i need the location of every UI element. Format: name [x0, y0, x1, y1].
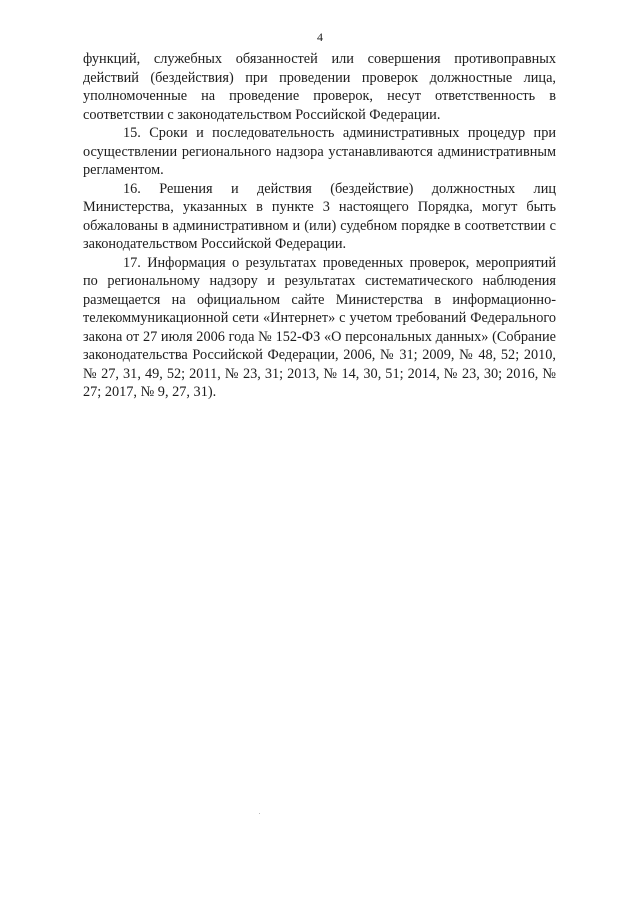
paragraph-16: 16. Решения и действия (бездействие) должностных лиц Министерства, указанных в пункте 3 настоящего Порядка, могут быть обжалованы в административном и (или) судебном порядке в соответствии с законодательством Российской Федерации.	[83, 180, 556, 252]
scan-speck	[259, 813, 260, 814]
paragraph-continuation: функций, служебных обязанностей или совершения противоправных действий (бездействия) при проведении проверок должностные лица, уполномоченные на проведение проверок, несут ответственность в соответствии с законодательством Российской Федерации.	[83, 51, 556, 123]
document-body	[83, 50, 556, 402]
paragraph-17: 17. Информация о результатах проведенных проверок, мероприятий по региональному надзору и результатах систематического наблюдения размещается на официальном сайте Министерства в информационно-телекоммуникационной сети «Интернет» с учетом требований Федерального закона от 27 июля 2006 года № 152-ФЗ «О персональных данных» (Собрание законодательства Российской Федерации, 2006, № 31; 2009, № 48, 52; 2010, № 27, 31, 49, 52; 2011, № 23, 31; 2013, № 14, 30, 51; 2014, № 23, 30; 2016, № 27; 2017, № 9, 27, 31).	[83, 254, 556, 400]
paragraph-15: 15. Сроки и последовательность административных процедур при осуществлении регионального надзора устанавливаются административным регламентом.	[83, 125, 556, 178]
page-number: 4	[317, 30, 323, 44]
